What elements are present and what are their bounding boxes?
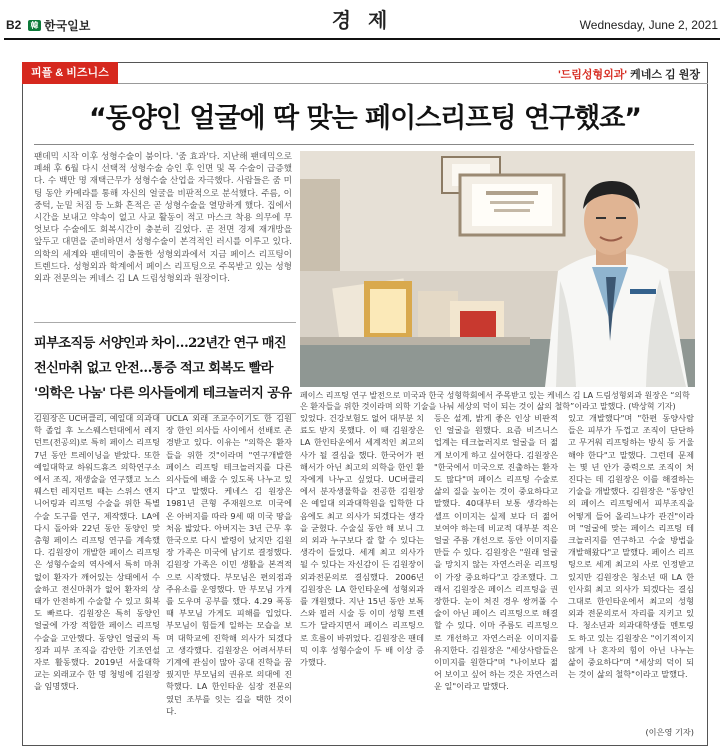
issue-date: Wednesday, June 2, 2021	[579, 18, 718, 32]
caption-credit: (박상혁 기자)	[628, 402, 676, 411]
subheadline-1: 피부조직등 서양인과 차이…22년간 연구 매진	[34, 336, 287, 351]
photo-caption	[300, 390, 695, 412]
newspaper-name: 한국일보	[44, 19, 91, 33]
headline: “동양인 얼굴에 딱 맞는 페이스리프팅 연구했죠”	[88, 103, 642, 134]
article-tag-bar	[22, 62, 708, 84]
newspaper-logo-icon: 韓	[28, 20, 41, 31]
page-number: B2	[6, 18, 22, 32]
masthead-rule	[4, 38, 720, 40]
doctor-portrait-illustration	[300, 151, 695, 387]
person-name: 케네스 김 원장	[630, 69, 700, 81]
byline: (이은영 기자)	[645, 727, 694, 737]
subheadline-box	[34, 322, 296, 414]
subheadline-3: '의학은 나눔' 다른 의사들에게 테크놀러지 공유	[34, 386, 292, 401]
body-column-5-text: 있고 개발했다"며 "한편 동양사람들은 피부가 두껍고 조직이 단단하고 무거워 리프팅하는 방식 등 거울해야 한다"고 말했다. 그런데 문제는 몇 년 안가 중력으로 조직이 처진다는 데 김원장은 이를 해결하는 기술을 개발했다. 김원장은 "동양인의 페이스 리프팅에서 피부조직을 어떻게 들어 올리느냐가 관건"이라며 "얼굴에 맞는 페이스 리프팅 테크놀러지를 연구하고 수술 방법을 개발해왔다"고 말했다. 페이스 리프팅으로 세계 최고의 사로 인정받고 있지만 김원장은 청소년 때 LA 한인사회 최고 의사가 되겠다는 결심 그대로 한인타운에서 최고의 성형외과 전문의로서 자리를 지키고 있다. 청소년과 의과대학생들 멘토링도 하고 있는 김원장은 "이기적이지 않게 나 혼자의 힘이 아닌 나누는 삶이 중요하다"며 "세상의 덕이 되는 것이 삶의 철학"이라고 말했다.	[568, 413, 694, 680]
caption-text: 페이스 리프팅 연구 발전으로 미국과 한국 성형학회에서 주목받고 있는 케네스 김 LA 드림성형외과 원장은 “의학은 환자들을 위한 것이라며 의학 기술을 나눠 세상의 덕이 되는 것이 삶의 철학”이라고 말했다.	[300, 391, 690, 411]
article-photo	[300, 151, 695, 387]
section-tag: 피플 & 비즈니스	[22, 62, 118, 84]
clinic-name: '드림성형외과'	[558, 69, 628, 81]
body-column-2: UCLA 외래 조교수이기도 한 김원장 한인 의사들 사이에서 선배로 존경받고 있다. 이유는 "의학은 환자들을 위한 것"이라며 "연구개발한 페이스 리프팅 테크놀러지를 다른 의사들에 배울 수 있도록 나누고 있다"고 말했다. 케네스 김 원장은 1981년 큰형 주재원으로 미국에 온 아버지를 따라 9세 때 미국 땅을 처음 밟았다. 아버지는 3년 근무 후 한국으로 다시 발령이 났지만 김원장 가족은 미국에 남기로 결정했다. 김원장 가족은 이민 생활을 본격적으로 시작했다. 부모님은 편의점과 주유소를 운영했다. 만 부모님 가게를 도우며 공부를 했다. 4.29 폭동 때 부모님 가게도 피해를 입었다. 부모님이 힘들게 일하는 모습을 보며 대학교에 진학해 의사가 되겠다고 생각했다. 김원장은 어려서부터 기계에 관심이 많아 공대 진학을 꿈꿨지만 부모님의 권유로 의대에 진학했다. LA 한인타운 심장 전문의였던 조부를 잇는 길을 택한 것이다.	[166, 413, 292, 716]
lead-paragraph: 팬데믹 시작 이후 성형수술이 붐이다. '줌 효과'다. 지난해 팬데믹으로 폐쇄 후 6월 다시 선택적 성형수술 승인 후 인면 및 목 수술이 급증했다. 수 백만 명 재택근무가 성형수술 산업을 자극했다. 사람들은 줌 미팅 동안 카메라를 통해 자신의 얼굴을 비판적으로 분석했다. 주름, 이중턱, 눈밑 처짐 등 노화 흔적은 곧 성형수술을 열망하게 했다. 집에서 시간을 보내고 약속이 없고 사교 활동이 적고 마스크 착용 의무에 무엇보다 수술에도 회복시간이 충분히 길었다. 곧 전면 경제 재개방을 앞두고 대면을 준비하면서 성형수술이 본격적인 러시를 이루고 있다. 의학의 세계와 팬데믹이 충돌한 성형외과에서 지금 페이스 리프팅이 트렌드다. 성형외과 학계에서 페이스 리프팅으로 주목받고 있는 성형외과 전문의는 케네스 김 LA 드림성형외과 원장이다.	[34, 152, 292, 285]
body-column-5	[568, 412, 694, 742]
body-column-1: 김원장은 UC버클리, 예일대 의과대학 졸업 후 노스웨스턴대에서 레지던트(전공의)로 특히 페이스 리프팅 7년 동안 트레이닝을 받았다. 또한 예일대학교 하워드휴즈 의학연구소에서 조직, 재생술을 연구했고 노스웨스턴 레지던트 때는 스위스 엔지니어링과 리프팅 수술을 위한 특별 수술 도구를 연구, 제작했다. LA에 다시 돌아와 22년 동안 동양인 맞춤형 페이스 리프팅 연구를 계속했다. 김원장이 개발한 페이스 리프팅은 성형수술의 역사에서 특히 마취 없이 환자가 깨어있는 상태에서 수술하고 전신마취가 없어 환자의 상태가 안전하게 수술할 수 있고 회복도 빠르다. 김원장은 특히 동양인 얼굴에 가장 적합한 페이스 리프팅 수술을 고안했다. 동양인 얼굴의 특징과 피부 조직을 감안한 기조연설자로 활동했다. 2019년 서울대학교는 외래교수 한 명 청빙에 김원장을 임명했다.	[34, 413, 160, 692]
section-title: 경 제	[331, 8, 393, 32]
headline-rule	[34, 144, 694, 145]
subheadline-2: 전신마취 없고 안전…통증 적고 회복도 빨라	[34, 361, 273, 376]
body-column-4: 등은 설계, 밝게 좋은 인상 비판적인 얼굴을 원했다. 요즘 비즈니스 업계는 테크놀러지로 얼굴을 더 젊게 보이게 하고 싶어한다. 김원장은 "한국에서 미국으로 진출하는 환자도 많다"며 페이스 리프팅 수술로 삶의 질을 높이는 것이 중요하다고 말했다. 40대부터 보통 생각하는 셀프 이미지는 실제 보다 더 젊어 보여야 하는데 비교적 대부분 적은 얼굴 주름 개선으로 동안 이미지를 만들 수 있다. 김원장은 "원래 얼굴을 망치지 않는 자연스러운 리프팅이 가장 중요하다"고 강조했다. 그래서 김원장은 페이스 리프팅을 권장한다. 눈이 처진 경우 쌍꺼풀 수술이 아닌 페이스 리프팅으로 해결할 수 있다. 이마 주름도 리프팅으로 개선하고 자연스러운 이미지를 유지한다. 김원장은 "세상사람들은 이미지를 원한다"며 "나이보다 젊어 보이고 싶어 하는 것은 자연스러운 일"이라고 말했다.	[434, 413, 558, 692]
clinic-info	[558, 66, 700, 82]
body-column-3: 있었다. 건강보험도 없어 대부분 치료도 받지 못했다. 이 때 김원장은 LA 한인타운에서 세계적인 최고의 사가 될 결심을 했다. 한국어가 편해서가 아닌 최고의 의학을 한인 환자에게 나누고 싶었다. UC버클리에서 분자생물학을 전공한 김원장은 예일대 의과대학원을 입학한 다음에도 최고 의사가 되겠다는 생각을 굳혔다. 수술실 동안 해 보니 그의 외과 누구보다 잘 할 수 있다는 생각이 들었다. 세계 최고 의사가 될 수 있다는 자신감이 든 김원장이 외과전문의로 결심했다. 2006년 김원장은 LA 한인타운에 성형외과를 개원했다. 지난 15년 동안 보톡스와 필러 시술 등 이미 성형 트렌드가 달라지면서 페이스 리프팅으로 흐름이 바뀌었다. 김원장은 팬데믹 이후 성형수술이 두 배 이상 증가했다.	[300, 413, 424, 668]
